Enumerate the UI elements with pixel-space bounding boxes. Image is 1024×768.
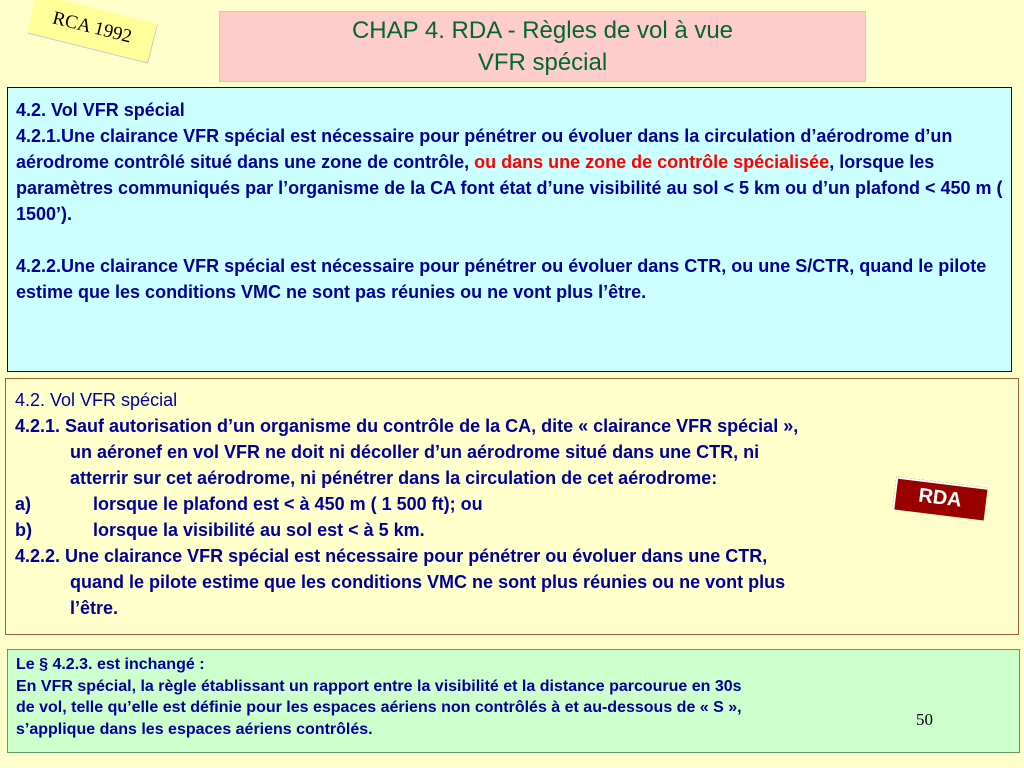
rda-heading: 4.2. Vol VFR spécial bbox=[15, 390, 178, 410]
rca-paragraph-4-2-2: 4.2.2.Une clairance VFR spécial est nécessaire pour pénétrer ou évoluer dans CTR, ou une S/CTR, quand le pilote estime que les conditions VMC ne sont pas réunies ou ne vont plus l’être. bbox=[16, 256, 987, 302]
rca-paragraph-4-2-1 bbox=[16, 123, 1003, 227]
rda-list-item-a bbox=[15, 491, 1010, 517]
note-line-2: En VFR spécial, la règle établissant un rapport entre la visibilité et la distance parcourue en 30s bbox=[16, 677, 742, 695]
list-marker-b: b) bbox=[15, 520, 32, 540]
rca-p1-highlight: ou dans une zone de contrôle spécialisée bbox=[474, 152, 830, 172]
rca-p1-text-b: , lorsque les paramètres communiqués par l’organisme de la CA font état d’une visibilité au sol < 5 km ou d’un plafond < 450 m ( 1500’). bbox=[16, 152, 1003, 224]
title-line-1: CHAP 4. RDA - Règles de vol à vue bbox=[351, 17, 734, 44]
rda-line-4: 4.2.2. Une clairance VFR spécial est nécessaire pour pénétrer ou évoluer dans une CTR, bbox=[15, 546, 768, 566]
rda-line-1: 4.2.1. Sauf autorisation d’un organisme du contrôle de la CA, dite « clairance VFR spécial », bbox=[15, 416, 799, 436]
rda-text-box bbox=[5, 378, 1019, 635]
rda-badge: RDA bbox=[892, 477, 987, 521]
rca-text-box bbox=[7, 87, 1012, 372]
rca-p1-text-a: 4.2.1.Une clairance VFR spécial est nécessaire pour pénétrer ou évoluer dans la circulation d’aérodrome d’un aérodrome contrôlé situé dans une zone de contrôle, bbox=[16, 126, 953, 172]
note-line-3: de vol, telle qu’elle est définie pour les espaces aériens non contrôlés à et au-dessous de « S », bbox=[16, 699, 742, 716]
rda-line-5: quand le pilote estime que les conditions VMC ne sont plus réunies ou ne vont plus bbox=[70, 572, 786, 592]
rda-line-3: atterrir sur cet aérodrome, ni pénétrer dans la circulation de cet aérodrome: bbox=[70, 468, 718, 488]
slide-title bbox=[219, 11, 866, 82]
list-text-b: lorsque la visibilité au sol est < à 5 km. bbox=[93, 520, 425, 540]
note-box bbox=[7, 649, 1020, 753]
page-number: 50 bbox=[916, 710, 933, 729]
rda-list-item-b bbox=[15, 517, 1010, 543]
rda-line-6: l’être. bbox=[70, 598, 119, 618]
rda-line-2: un aéronef en vol VFR ne doit ni décoller d’un aérodrome situé dans une CTR, ni bbox=[70, 442, 760, 462]
note-line-1: Le § 4.2.3. est inchangé : bbox=[16, 656, 205, 673]
list-marker-a: a) bbox=[15, 494, 32, 514]
note-line-4: s’applique dans les espaces aériens contrôlés. bbox=[16, 720, 373, 738]
rca-heading: 4.2. Vol VFR spécial bbox=[16, 100, 185, 120]
rca-1992-stamp: RCA 1992 bbox=[27, 0, 157, 62]
list-text-a: lorsque le plafond est < à 450 m ( 1 500 ft); ou bbox=[93, 494, 483, 514]
title-line-2: VFR spécial bbox=[477, 49, 608, 76]
